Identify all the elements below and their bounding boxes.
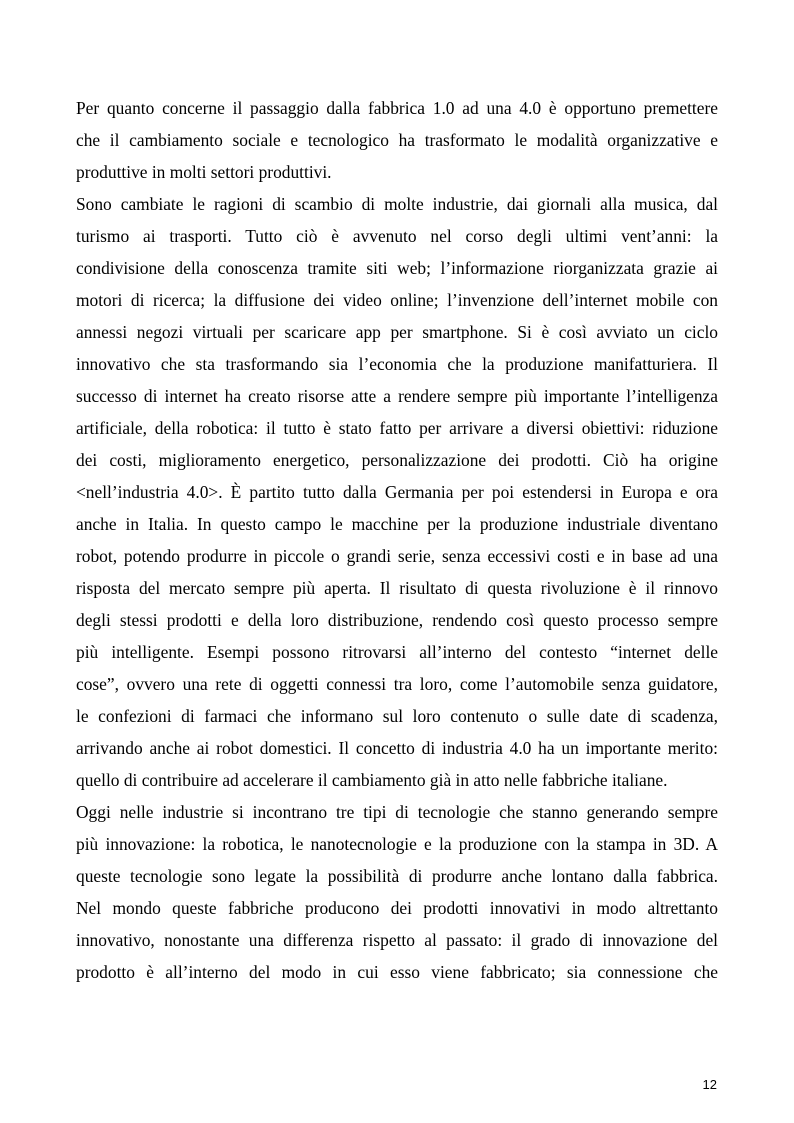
text-line: Nel mondo queste fabbriche producono dei prodotti innovativi in modo altrettanto xyxy=(76,898,718,918)
text-line: quello di contribuire ad accelerare il cambiamento già in atto nelle fabbriche italiane. xyxy=(76,770,668,790)
text-line: <nell’industria 4.0>. È partito tutto dalla Germania per poi estendersi in Europa e ora xyxy=(76,482,718,502)
document-body xyxy=(76,92,718,988)
text-line: innovativo, nonostante una differenza rispetto al passato: il grado di innovazione del xyxy=(76,930,718,950)
text-line: risposta del mercato sempre più aperta. Il risultato di questa rivoluzione è il rinnovo xyxy=(76,578,718,598)
page-number: 12 xyxy=(702,1077,717,1092)
text-line: motori di ricerca; la diffusione dei video online; l’invenzione dell’internet mobile con xyxy=(76,290,718,310)
text-line: queste tecnologie sono legate la possibilità di produrre anche lontano dalla fabbrica. xyxy=(76,866,718,886)
text-line: dei costi, miglioramento energetico, personalizzazione dei prodotti. Ciò ha origine xyxy=(76,450,718,470)
text-line: turismo ai trasporti. Tutto ciò è avvenuto nel corso degli ultimi vent’anni: la xyxy=(76,226,718,246)
text-line: annessi negozi virtuali per scaricare app per smartphone. Si è così avviato un ciclo xyxy=(76,322,718,342)
text-line: artificiale, della robotica: il tutto è stato fatto per arrivare a diversi obiettivi: riduzione xyxy=(76,418,718,438)
text-line: più innovazione: la robotica, le nanotecnologie e la produzione con la stampa in 3D. A xyxy=(76,834,718,854)
text-line: Oggi nelle industrie si incontrano tre tipi di tecnologie che stanno generando sempre xyxy=(76,802,718,822)
text-line: degli stessi prodotti e della loro distribuzione, rendendo così questo processo sempre xyxy=(76,610,718,630)
text-line: più intelligente. Esempi possono ritrovarsi all’interno del contesto “internet delle xyxy=(76,642,718,662)
text-line: arrivando anche ai robot domestici. Il concetto di industria 4.0 ha un importante merito: xyxy=(76,738,718,758)
text-line: Sono cambiate le ragioni di scambio di molte industrie, dai giornali alla musica, dal xyxy=(76,194,718,214)
text-line: Per quanto concerne il passaggio dalla fabbrica 1.0 ad una 4.0 è opportuno premettere xyxy=(76,98,718,118)
text-line: cose”, ovvero una rete di oggetti connessi tra loro, come l’automobile senza guidatore, xyxy=(76,674,718,694)
text-line: le confezioni di farmaci che informano sul loro contenuto o sulle date di scadenza, xyxy=(76,706,718,726)
text-line: che il cambiamento sociale e tecnologico ha trasformato le modalità organizzative e xyxy=(76,130,718,150)
text-line: successo di internet ha creato risorse atte a rendere sempre più importante l’intelligenza xyxy=(76,386,718,406)
text-line: anche in Italia. In questo campo le macchine per la produzione industriale diventano xyxy=(76,514,718,534)
text-line: prodotto è all’interno del modo in cui esso viene fabbricato; sia connessione che xyxy=(76,962,718,982)
text-line: condivisione della conoscenza tramite siti web; l’informazione riorganizzata grazie ai xyxy=(76,258,718,278)
text-line: produttive in molti settori produttivi. xyxy=(76,162,332,182)
text-line: innovativo che sta trasformando sia l’economia che la produzione manifatturiera. Il xyxy=(76,354,718,374)
text-line: robot, potendo produrre in piccole o grandi serie, senza eccessivi costi e in base ad una xyxy=(76,546,718,566)
